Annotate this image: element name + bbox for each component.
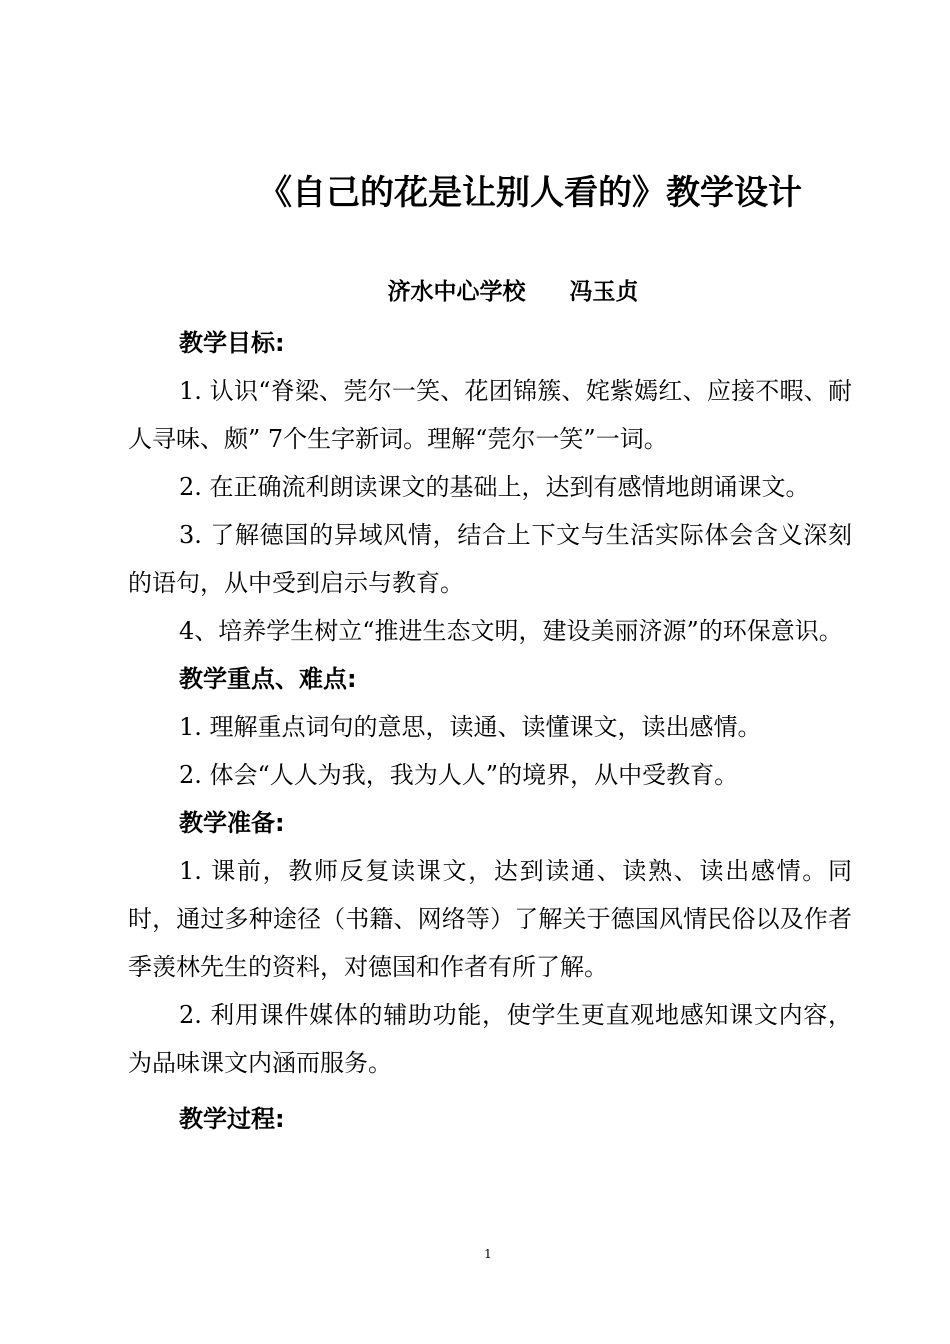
page-number: 1 <box>484 1247 492 1261</box>
goal-item-2: 2. 在正确流利朗读课文的基础上，达到有感情地朗诵课文。 <box>179 473 810 501</box>
preparation-item-2: 2. 利用课件媒体的辅助功能，使学生更直观地感知课文内容，为品味课文内涵而服务。 <box>128 1001 852 1077</box>
key-points-heading: 教学重点、难点: <box>179 665 357 693</box>
author-line <box>0 274 950 310</box>
key-point-item-1: 1. 理解重点词句的意思，读通、读懂课文，读出感情。 <box>179 713 762 741</box>
key-point-item-2: 2. 体会“人人为我，我为人人”的境界，从中受教育。 <box>179 761 739 789</box>
process-heading: 教学过程: <box>179 1105 285 1133</box>
goal-item-1: 1. 认识“脊梁、莞尔一笑、花团锦簇、姹紫嫣红、应接不暇、耐人寻味、颇” 7个生字新词。理解“莞尔一笑”一词。 <box>128 377 852 453</box>
preparation-item-1: 1. 课前，教师反复读课文，达到读通、读熟、读出感情。同时，通过多种途径（书籍、网络等）了解关于德国风情民俗以及作者季羡林先生的资料，对德国和作者有所了解。 <box>128 857 852 981</box>
school-name: 济水中心学校 <box>387 279 526 305</box>
goal-item-3: 3. 了解德国的异域风情，结合上下文与生活实际体会含义深刻的语句，从中受到启示与教育。 <box>128 521 852 597</box>
goal-item-4: 4、培养学生树立“推进生态文明，建设美丽济源”的环保意识。 <box>179 617 843 645</box>
author-name: 冯玉贞 <box>569 279 639 305</box>
document-title: 《自己的花是让别人看的》教学设计 <box>258 173 802 213</box>
document-body <box>128 319 852 1143</box>
preparation-heading: 教学准备: <box>179 809 285 837</box>
goals-heading: 教学目标: <box>179 329 285 357</box>
